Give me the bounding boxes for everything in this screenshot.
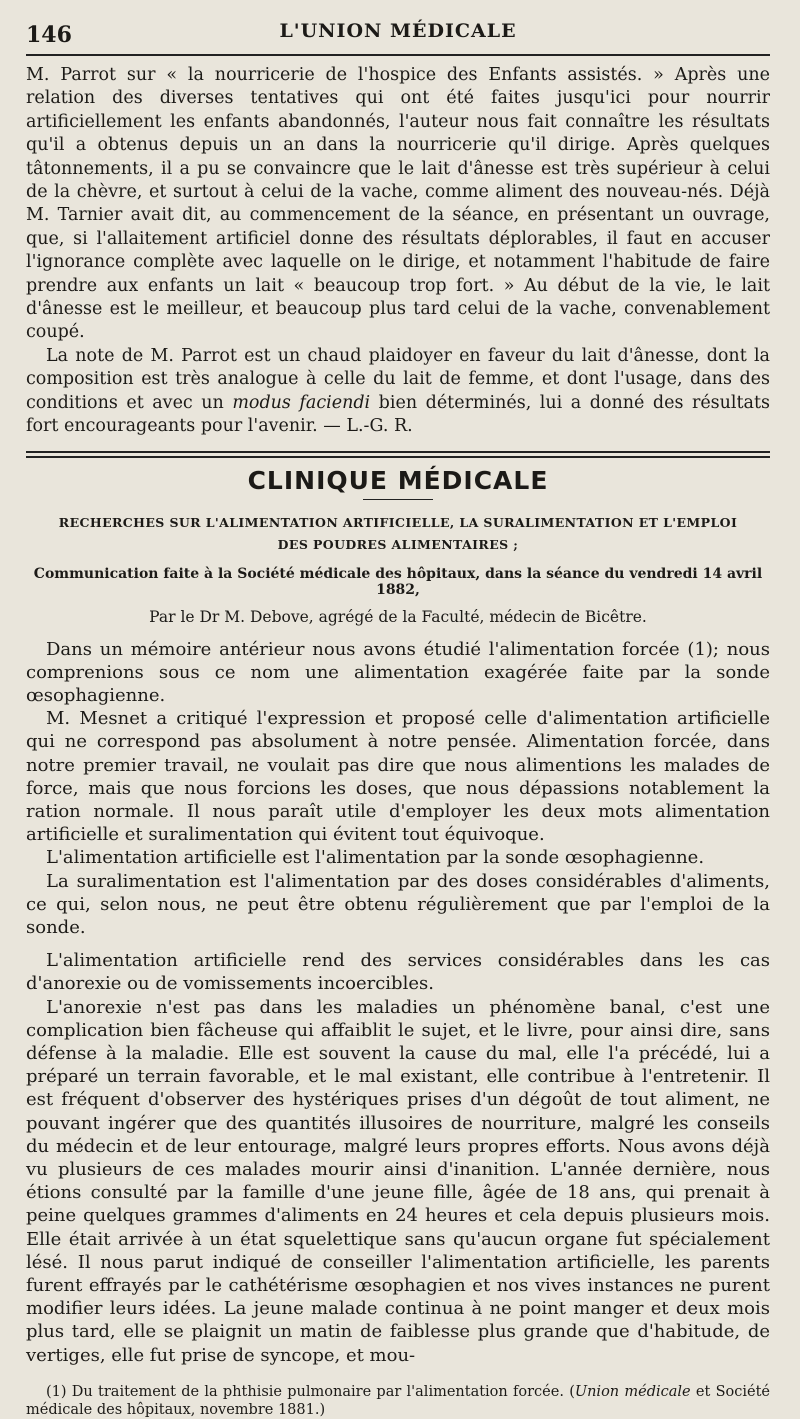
note-paragraph <box>26 345 770 439</box>
section-title: CLINIQUE MÉDICALE <box>247 465 549 495</box>
body-paragraph: La suralimentation est l'alimentation par des doses considérables d'aliments, ce qui, selon nous, ne peut être obtenu régulièrement que par l'emploi de la sonde. <box>26 870 770 938</box>
page-header <box>26 14 770 48</box>
body-paragraph: L'alimentation artificielle est l'alimentation par la sonde œsophagienne. <box>46 847 705 869</box>
footnote-end: et Société médicale des hôpitaux, novembre 1881.) <box>26 1383 770 1418</box>
paragraph-gap <box>26 939 770 949</box>
communication-note: Communication faite à la Société médicale des hôpitaux, dans la séance du vendredi 14 avril 1882, <box>33 565 763 598</box>
intro-paragraph: M. Parrot sur « la nourricerie de l'hospice des Enfants assistés. » Après une relation des diverses tentatives qui ont été faites jusqu'ici pour nourrir artificiellement les enfants abandonnés, l'auteur nous fait connaître les résultats qu'il a obtenus depuis un an dans la nourricerie qu'il dirige. Après quelques tâtonnements, il a pu se convaincre que le lait d'ânesse est très supérieur à celui de la chèvre, et surtout à celui de la vache, comme aliment des nouveau-nés. Déjà M. Tarnier avait dit, au commencement de la séance, en présentant un ouvrage, que, si l'allaitement artificiel donne des résultats déplorables, il faut en accuser l'ignorance complète avec laquelle on le dirige, et notamment l'habitude de faire prendre aux enfants un lait « beaucoup trop fort. » Au début de la vie, le lait d'ânesse est le meilleur, et beaucoup plus tard celui de la vache, convenablement coupé. <box>26 65 770 343</box>
article-body <box>26 638 770 1367</box>
header-rule <box>26 54 770 56</box>
page-number: 146 <box>26 22 72 48</box>
note-text-end: bien déterminés, lui a donné des résultats fort encourageants pour l'avenir. — L.-G. R. <box>26 392 771 437</box>
article-title-line-1: RECHERCHES SUR L'ALIMENTATION ARTIFICIELLE, LA SURALIMENTATION ET L'EMPLOI <box>58 514 738 530</box>
article-title <box>26 512 770 556</box>
section-rule <box>26 451 770 458</box>
note-italic: modus faciendi <box>232 392 371 413</box>
author-line: Par le Dr M. Debove, agrégé de la Faculté, médecin de Bicêtre. <box>149 607 647 626</box>
title-underline <box>363 499 433 500</box>
body-paragraph: Dans un mémoire antérieur nous avons étudié l'alimentation forcée (1); nous comprenions sous ce nom une alimentation exagérée faite par la sonde œsophagienne. <box>26 638 770 706</box>
note-text-start: La note de M. Parrot est un chaud plaidoyer en faveur du lait d'ânesse, dont la composition est très analogue à celle du lait de femme, et dont l'usage, dans des conditions et avec un <box>26 345 770 413</box>
footnote-italic: Union médicale <box>574 1383 691 1400</box>
body-paragraph: M. Mesnet a critiqué l'expression et proposé celle d'alimentation artificielle qui ne correspond pas absolument à notre pensée. Alimentation forcée, dans notre premier travail, ne voulait pas dire que nous alimentions les malades de force, mais que nous forcions les doses, que nous dépassions notablement la ration normale. Il nous paraît utile d'employer les deux mots alimentation artificielle et suralimentation qui évitent tout équivoque. <box>26 708 770 846</box>
footnote-start: (1) Du traitement de la phthisie pulmonaire par l'alimentation forcée. ( <box>46 1383 575 1400</box>
body-paragraph: L'anorexie n'est pas dans les maladies un phénomène banal, c'est une complication bien fâcheuse qui affaiblit le sujet, et le livre, pour ainsi dire, sans défense à la maladie. Elle est souvent la cause du mal, elle l'a précédé, lui a préparé un terrain favorable, et le mal existant, elle contribue à l'entretenir. Il est fréquent d'observer des hystériques prises d'un dégoût de tout aliment, ne pouvant ingérer que des quantités illusoires de nourriture, malgré les conseils du médecin et de leur entourage, malgré leurs propres efforts. Nous avons déjà vu plusieurs de ces malades mourir ainsi d'inanition. L'année dernière, nous étions consulté par la famille d'une jeune fille, âgée de 18 ans, qui prenait à peine quelques grammes d'aliments en 24 heures et cela depuis plusieurs mois. Elle était arrivée à un état squelettique sans qu'aucun organe fut spécialement lésé. Il nous parut indiqué de conseiller l'alimentation artificielle, les parents furent effrayés par le cathétérisme œsophagien et nos vives instances ne purent modifier leurs idées. La jeune malade continua à ne point manger et deux mois plus tard, elle se plaignit un matin de faiblesse plus grande que d'habitude, de vertiges, elle fut prise de syncope, et mou- <box>26 996 770 1366</box>
running-title: L'UNION MÉDICALE <box>279 20 517 42</box>
article-title-line-2: DES POUDRES ALIMENTAIRES ; <box>277 536 519 552</box>
footnote <box>26 1383 770 1419</box>
body-paragraph: L'alimentation artificielle rend des services considérables dans les cas d'anorexie ou de vomissements incoercibles. <box>26 950 770 995</box>
